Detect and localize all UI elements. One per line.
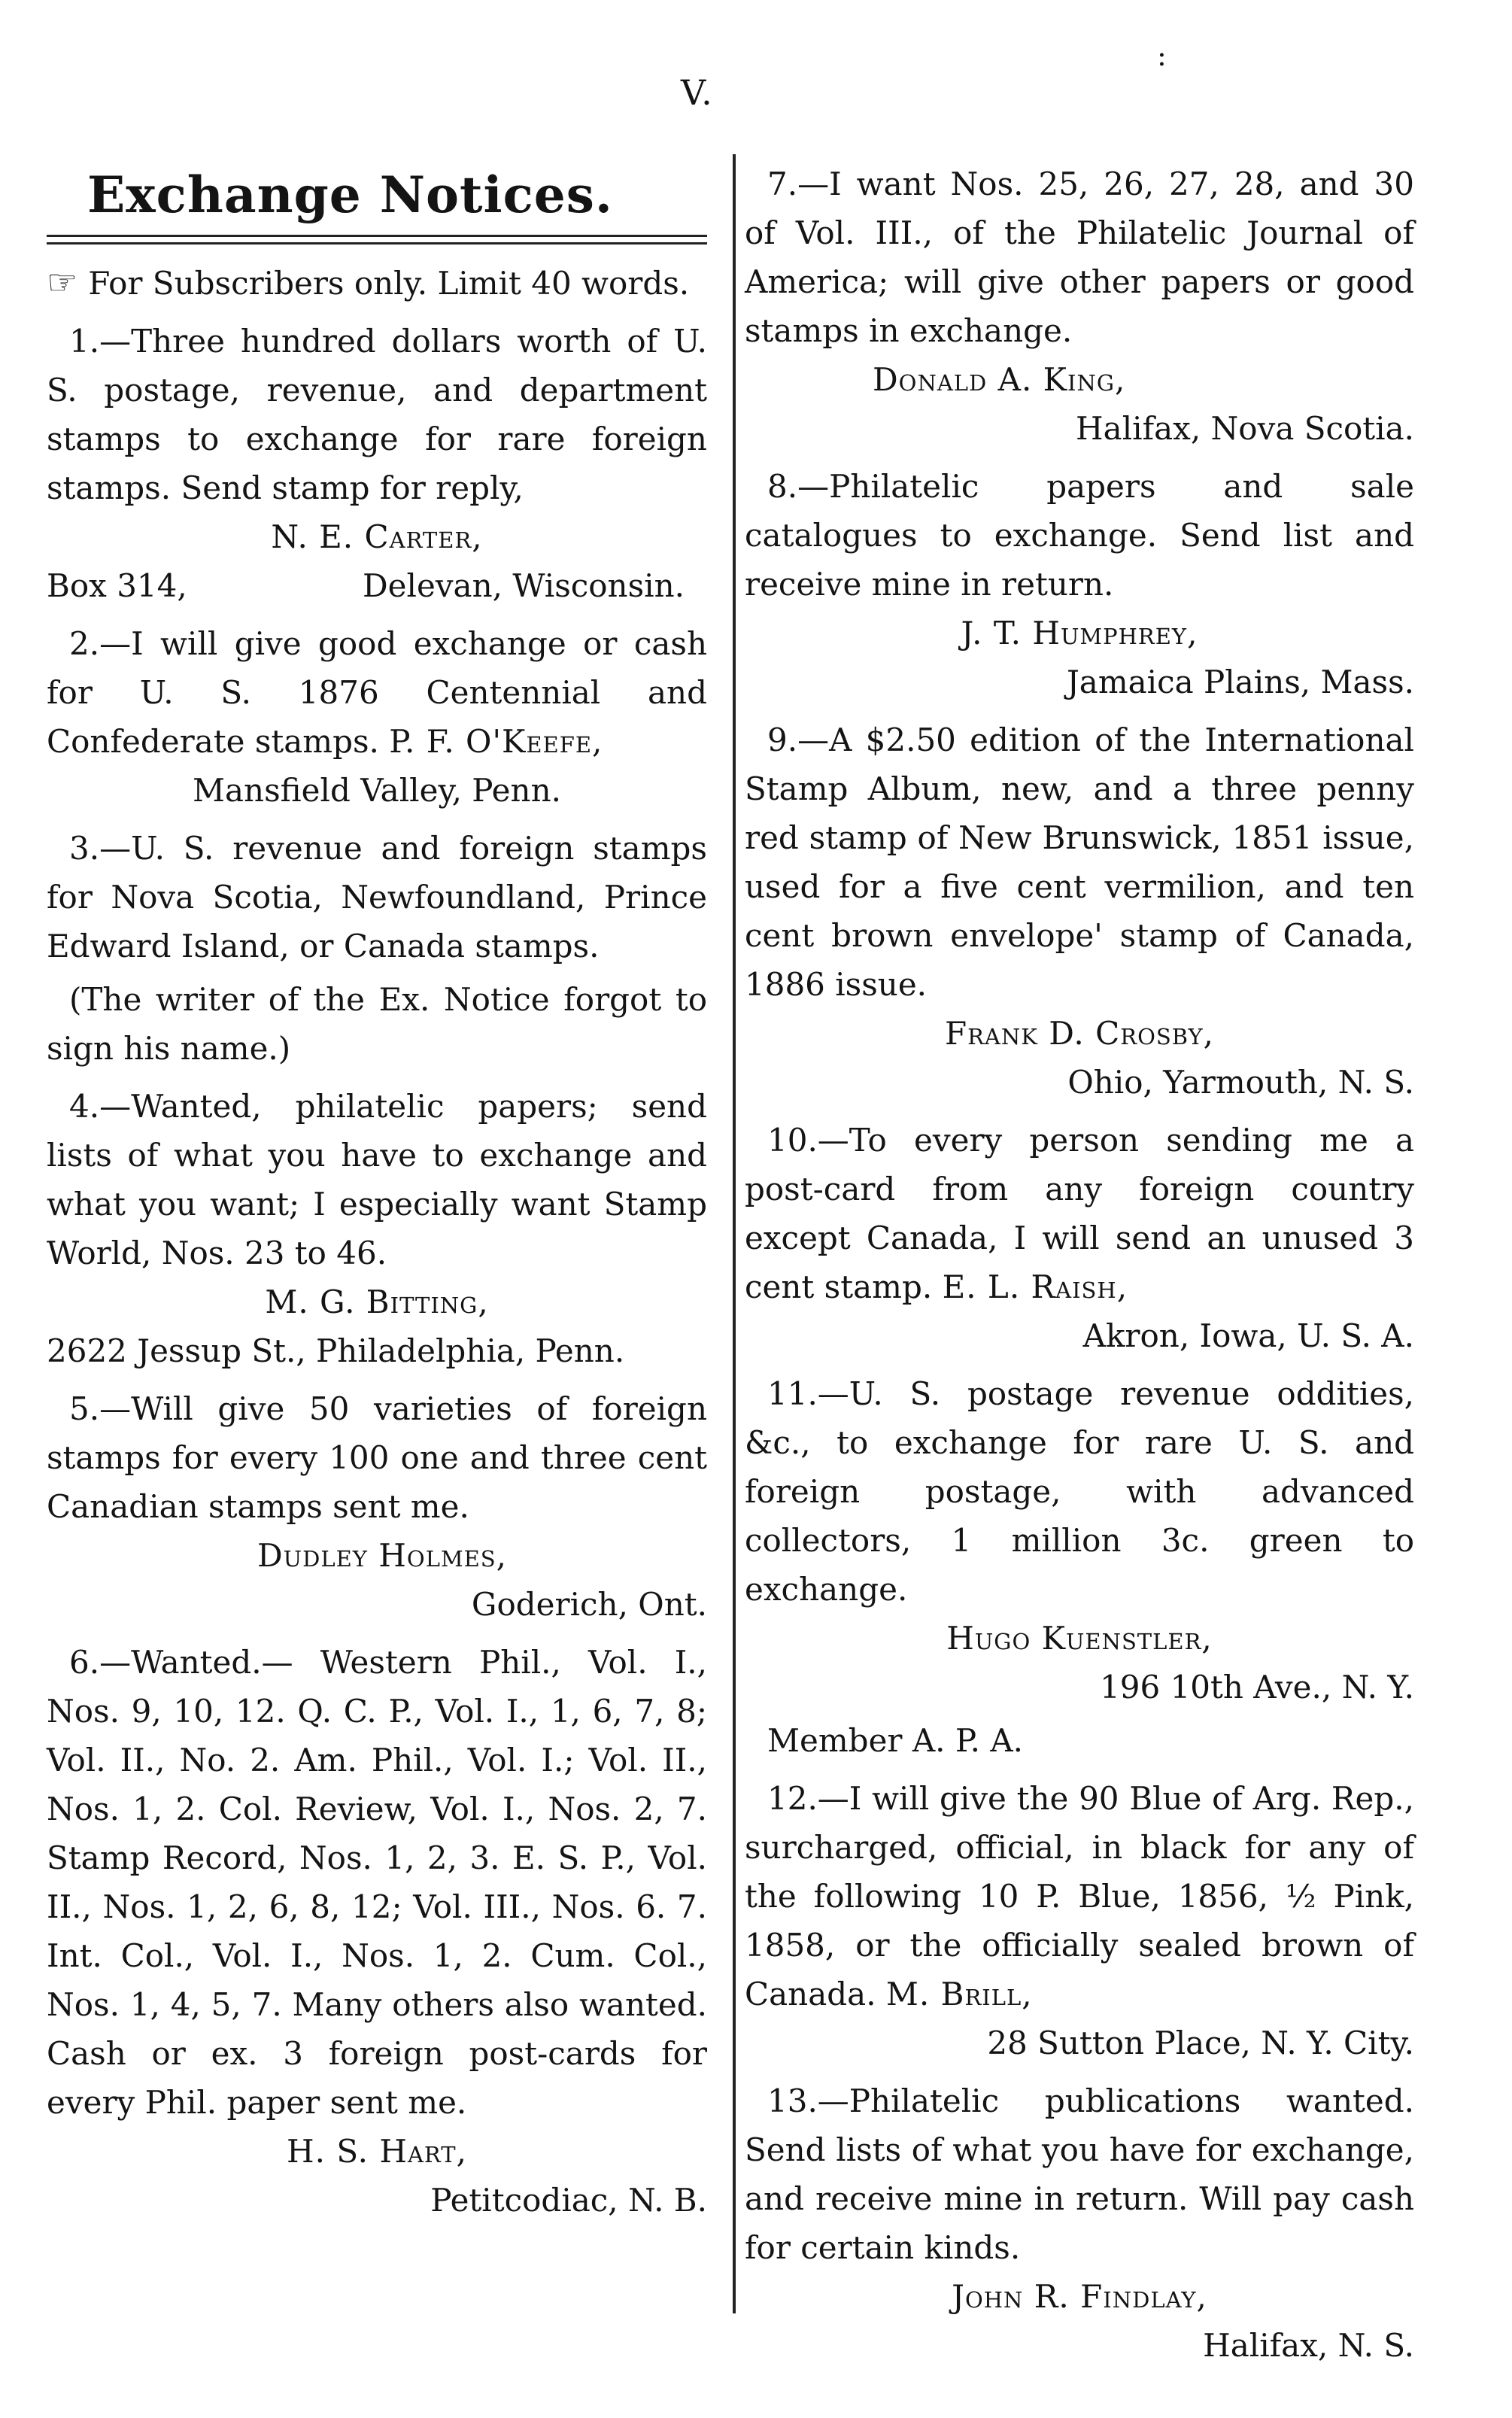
notice-signature: Donald A. King, (873, 361, 1126, 398)
notice-membership: Member A. P. A. (767, 1722, 1024, 1759)
notice-3 (47, 824, 707, 1073)
notice-10 (745, 1116, 1414, 1360)
notice-address: Halifax, N. S. (1203, 2327, 1414, 2364)
notice-8 (745, 462, 1414, 706)
notice-address: Ohio, Yarmouth, N. S. (1067, 1064, 1414, 1101)
notice-13 (745, 2076, 1414, 2370)
notice-body: 2.—I will give good exchange or cash for U. S. 1876 Centennial and Confederate stamps. (47, 625, 707, 760)
intro-text: For Subscribers only. Limit 40 words. (88, 265, 690, 302)
pointing-hand-icon: ☞ (47, 262, 78, 302)
notice-signature: M. G. Bitting, (265, 1283, 489, 1320)
notice-body: 12.—I will give the 90 Blue of Arg. Rep., surcharged, official, in black for any of the following 10 P. Blue, 1856, ½ Pink, 1858, or the officially sealed brown of Canada. (745, 1780, 1414, 2012)
notice-9 (745, 715, 1414, 1107)
notice-signature: Hugo Kuenstler, (946, 1620, 1213, 1657)
notice-text: 4.—Wanted, philatelic papers; send lists of what you have to exchange and what you want; I especially want Stamp World, Nos. 23 to 46. (47, 1088, 707, 1271)
section-heading: Exchange Notices. (87, 166, 613, 224)
notice-address: 196 10th Ave., N. Y. (1100, 1669, 1414, 1706)
notice-signature: Dudley Holmes, (257, 1537, 508, 1574)
notice-address: 28 Sutton Place, N. Y. City. (987, 2025, 1414, 2061)
notice-address: Halifax, Nova Scotia. (1076, 410, 1414, 447)
notice-6 (47, 1638, 707, 2225)
notice-signature: John R. Findlay, (952, 2278, 1207, 2315)
notice-text (47, 619, 707, 766)
notice-1 (47, 317, 707, 610)
left-column (47, 150, 707, 2225)
right-column (745, 150, 1414, 2370)
notice-text: 1.—Three hundred dollars worth of U. S. postage, revenue, and department stamps to exchange for rare foreign stamps. Send stamp for reply, (47, 323, 707, 506)
notice-address: Goderich, Ont. (471, 1586, 707, 1623)
notice-11 (745, 1369, 1414, 1765)
notice-text: 5.—Will give 50 varieties of foreign stamps for every 100 one and three cent Canadian stamps sent me. (47, 1390, 707, 1525)
notice-address: Petitcodiac, N. B. (430, 2182, 707, 2219)
column-divider (733, 154, 736, 2313)
notice-text (745, 1116, 1414, 1311)
notice-signature: M. Brill, (885, 1976, 1033, 2012)
notice-note: (The writer of the Ex. Notice forgot to sign his name.) (47, 981, 707, 1067)
notice-address: 2622 Jessup St., Philadelphia, Penn. (47, 1332, 625, 1369)
notice-text: 3.—U. S. revenue and foreign stamps for Nova Scotia, Newfoundland, Prince Edward Island, or Canada stamps. (47, 830, 707, 964)
notice-address: Jamaica Plains, Mass. (1066, 664, 1414, 700)
notice-signature: J. T. Humphrey, (961, 615, 1198, 652)
notice-text: 6.—Wanted.— Western Phil., Vol. I., Nos. 9, 10, 12. Q. C. P., Vol. I., 1, 6, 7, 8; Vol. II., No. 2. Am. Phil., Vol. I.; Vol. II., Nos. 1, 2. Col. Review, Vol. I., Nos. 2, 7. Stamp Record, Nos. 1, 2, 3. E. S. P., Vol. II., Nos. 1, 2, 6, 8, 12; Vol. III., Nos. 6. 7. Int. Col., Vol. I., Nos. 1, 2. Cum. Col., Nos. 1, 4, 5, 7. Many others also wanted. Cash or ex. 3 foreign post-cards for every Phil. paper sent me. (47, 1644, 707, 2121)
notice-2 (47, 619, 707, 815)
notice-signature: E. L. Raish, (942, 1268, 1128, 1305)
notice-signature: P. F. O'Keefe, (389, 723, 603, 760)
corner-mark: : (1157, 39, 1167, 72)
notice-address: Akron, Iowa, U. S. A. (1082, 1317, 1414, 1354)
notice-text: 7.—I want Nos. 25, 26, 27, 28, and 30 of Vol. III., of the Philatelic Journal of America; will give other papers or good stamps in exchange. (745, 166, 1414, 349)
notice-signature: Frank D. Crosby, (944, 1015, 1215, 1052)
notice-5 (47, 1384, 707, 1629)
notice-box: Box 314, (47, 567, 187, 604)
heading-double-rule (47, 235, 707, 245)
notice-address-row (47, 561, 707, 610)
notice-address: Delevan, Wisconsin. (363, 567, 685, 604)
notice-text: 13.—Philatelic publications wanted. Send lists of what you have for exchange, and receive mine in return. Will pay cash for certain kinds. (745, 2082, 1414, 2266)
notice-text: 9.—A $2.50 edition of the International Stamp Album, new, and a three penny red stamp of New Brunswick, 1851 issue, used for a five cent vermilion, and ten cent brown envelope' stamp of Canada, 1886 issue. (745, 721, 1414, 1003)
notice-7 (745, 159, 1414, 453)
notice-4 (47, 1082, 707, 1375)
notice-12 (745, 1774, 1414, 2067)
notice-text: 8.—Philatelic papers and sale catalogues to exchange. Send list and receive mine in return. (745, 468, 1414, 603)
notice-address: Mansfield Valley, Penn. (193, 772, 561, 809)
notice-text (745, 1774, 1414, 2019)
intro-note (47, 258, 707, 308)
notice-body: 10.—To every person sending me a post-card from any foreign country except Canada, I will send an unused 3 cent stamp. (745, 1122, 1414, 1305)
notice-text: 11.—U. S. postage revenue oddities, &c., to exchange for rare U. S. and foreign postage, with advanced collectors, 1 million 3c. green to exchange. (745, 1375, 1414, 1608)
notice-signature: N. E. Carter, (271, 518, 483, 555)
page-number: V. (681, 72, 714, 113)
notice-signature: H. S. Hart, (287, 2133, 467, 2170)
